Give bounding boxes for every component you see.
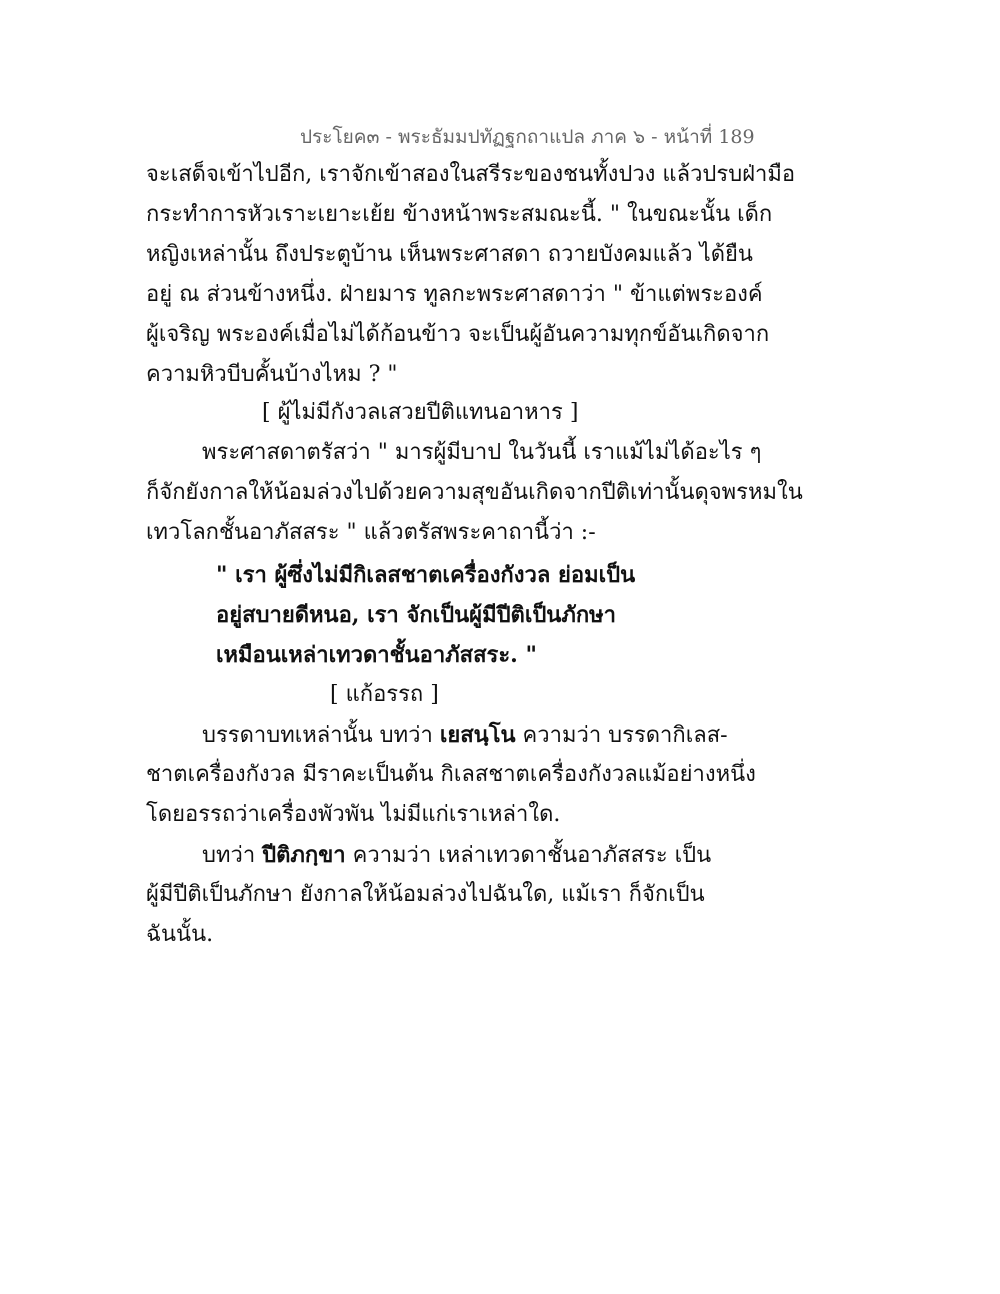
section-heading: [ ผู้ไม่มีกังวลเสวยปีติแทนอาหาร ] bbox=[262, 400, 579, 425]
para4-text-pre: บทว่า bbox=[202, 843, 263, 868]
para4-line-3: ฉันนั้น. bbox=[146, 922, 214, 947]
commentary-heading: [ แก้อรรถ ] bbox=[330, 682, 439, 707]
para2-line-3: เทวโลกชั้นอาภัสสระ " แล้วตรัสพระคาถานี้ว่า :- bbox=[146, 520, 596, 545]
para1-line-6: ความหิวบีบคั้นบ้างไหม ? " bbox=[146, 362, 398, 387]
term-yesanno: เยสนฺโน bbox=[439, 722, 516, 748]
para1-line-4: อยู่ ณ ส่วนข้างหนึ่ง. ฝ่ายมาร ทูลกะพระศาสดาว่า " ข้าแต่พระองค์ bbox=[146, 282, 763, 307]
para3-text-pre: บรรดาบทเหล่านั้น บทว่า bbox=[202, 723, 440, 748]
para3-text-post: ความว่า บรรดากิเลส- bbox=[515, 723, 728, 748]
para1-line-3: หญิงเหล่านั้น ถึงประตูบ้าน เห็นพระศาสดา ถวายบังคมแล้ว ได้ยืน bbox=[146, 242, 753, 267]
para4-line-2: ผู้มีปีติเป็นภักษา ยังกาลให้น้อมล่วงไปฉันใด, แม้เรา ก็จักเป็น bbox=[146, 882, 705, 907]
para1-line-2: กระทำการหัวเราะเยาะเย้ย ข้างหน้าพระสมณะนี้. " ในขณะนั้น เด็ก bbox=[146, 202, 773, 227]
para1-line-5: ผู้เจริญ พระองค์เมื่อไม่ได้ก้อนข้าว จะเป็นผู้อันความทุกข์อันเกิดจาก bbox=[146, 322, 770, 347]
verse-line-2: อยู่สบายดีหนอ, เรา จักเป็นผู้มีปีติเป็นภักษา bbox=[216, 602, 617, 628]
para1-line-1: จะเสด็จเข้าไปอีก, เราจักเข้าสองในสรีระของชนทั้งปวง แล้วปรบฝ่ามือ bbox=[146, 162, 796, 187]
verse-line-3: เหมือนเหล่าเทวดาชั้นอาภัสสระ. " bbox=[216, 642, 537, 668]
para3-line-3: โดยอรรถว่าเครื่องพัวพัน ไม่มีแก่เราเหล่าใด. bbox=[146, 802, 561, 827]
term-pitibhakkha: ปีติภกฺขา bbox=[262, 842, 346, 868]
para4-text-post: ความว่า เหล่าเทวดาชั้นอาภัสสระ เป็น bbox=[345, 843, 712, 868]
para4-line-1 bbox=[202, 840, 711, 871]
para3-line-1 bbox=[202, 720, 728, 751]
para2-line-2: ก็จักยังกาลให้น้อมล่วงไปด้วยความสุขอันเกิดจากปีติเท่านั้นดุจพรหมใน bbox=[146, 480, 803, 505]
para3-line-2: ชาตเครื่องกังวล มีราคะเป็นต้น กิเลสชาตเครื่องกังวลแม้อย่างหนึ่ง bbox=[146, 762, 756, 787]
verse-line-1: " เรา ผู้ซึ่งไม่มีกิเลสชาตเครื่องกังวล ย่อมเป็น bbox=[216, 562, 636, 588]
running-header: ประโยค๓ - พระธัมมปทัฏฐกถาแปล ภาค ๖ - หน้าที่ 189 bbox=[300, 126, 755, 148]
para2-line-1: พระศาสดาตรัสว่า " มารผู้มีบาป ในวันนี้ เราแม้ไม่ได้อะไร ๆ bbox=[202, 440, 762, 465]
